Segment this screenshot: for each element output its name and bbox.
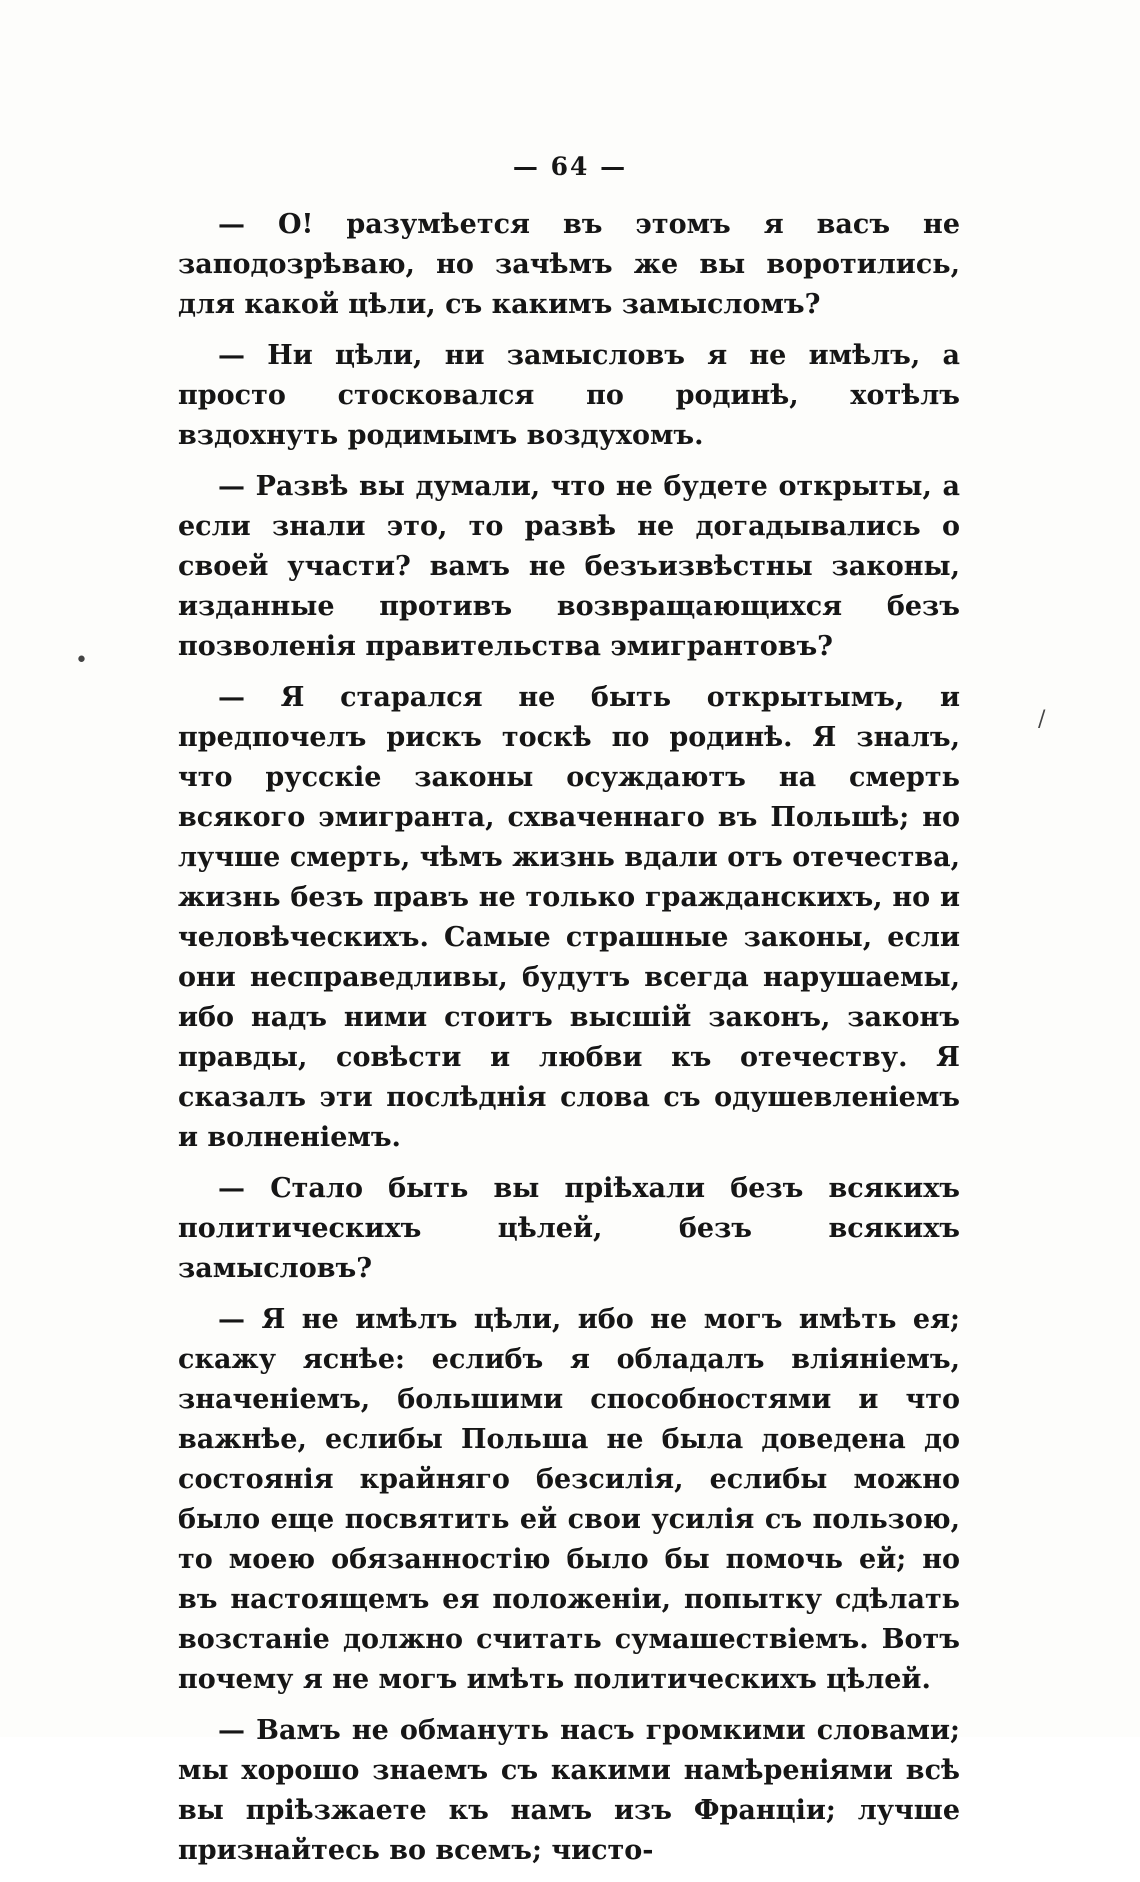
paragraph-7: — Вамъ не обмануть насъ громкими словами; мы хорошо знаемъ съ какими намѣреніями всѣ вы пріѣзжаете къ намъ изъ Франціи; лучше признайтесь во всемъ; чисто-: [178, 1715, 960, 1866]
paragraph-5: — Стало быть вы пріѣхали безъ всякихъ политическихъ цѣлей, безъ всякихъ замысловъ?: [178, 1173, 960, 1284]
paragraph-6: — Я не имѣлъ цѣли, ибо не могъ имѣть ея; скажу яснѣе: еслибъ я обладалъ вліяніемъ, значеніемъ, большими способностями и что важнѣе, еслибы Польша не была доведена до состоянія крайняго безсилія, еслибы можно было еще посвятить ей свои усилія съ пользою, то моею обязанностію было бы помочь ей; но въ настоящемъ ея положеніи, попытку сдѣлать возстаніе должно считать сумашествіемъ. Вотъ почему я не могъ имѣть политическихъ цѣлей.: [178, 1304, 960, 1695]
body-text: [178, 205, 960, 1882]
scan-speck: •: [75, 648, 88, 673]
paragraph-1: — О! разумѣется въ этомъ я васъ не заподозрѣваю, но зачѣмъ же вы воротились, для какой цѣли, съ какимъ замысломъ?: [178, 209, 960, 320]
scan-speck: /: [1038, 707, 1046, 732]
paragraph-2: — Ни цѣли, ни замысловъ я не имѣлъ, а просто стосковался по родинѣ, хотѣлъ вздохнуть родимымъ воздухомъ.: [178, 340, 960, 451]
page-number: — 64 —: [512, 152, 628, 181]
paragraph-3: — Развѣ вы думали, что не будете открыты, а если знали это, то развѣ не догадывались о своей участи? вамъ не безъизвѣстны законы, изданные противъ возвращающихся безъ позволенія правительства эмигрантовъ?: [178, 471, 960, 662]
paragraph-4: — Я старался не быть открытымъ, и предпочелъ рискъ тоскѣ по родинѣ. Я зналъ, что русскіе законы осуждаютъ на смерть всякого эмигранта, схваченнаго въ Польшѣ; но лучше смерть, чѣмъ жизнь вдали отъ отечества, жизнь безъ правъ не только гражданскихъ, но и человѣческихъ. Самые страшные законы, если они несправедливы, будутъ всегда нарушаемы, ибо надъ ними стоитъ высшій законъ, законъ правды, совѣсти и любви къ отечеству. Я сказалъ эти послѣднія слова съ одушевленіемъ и волненіемъ.: [178, 682, 960, 1153]
